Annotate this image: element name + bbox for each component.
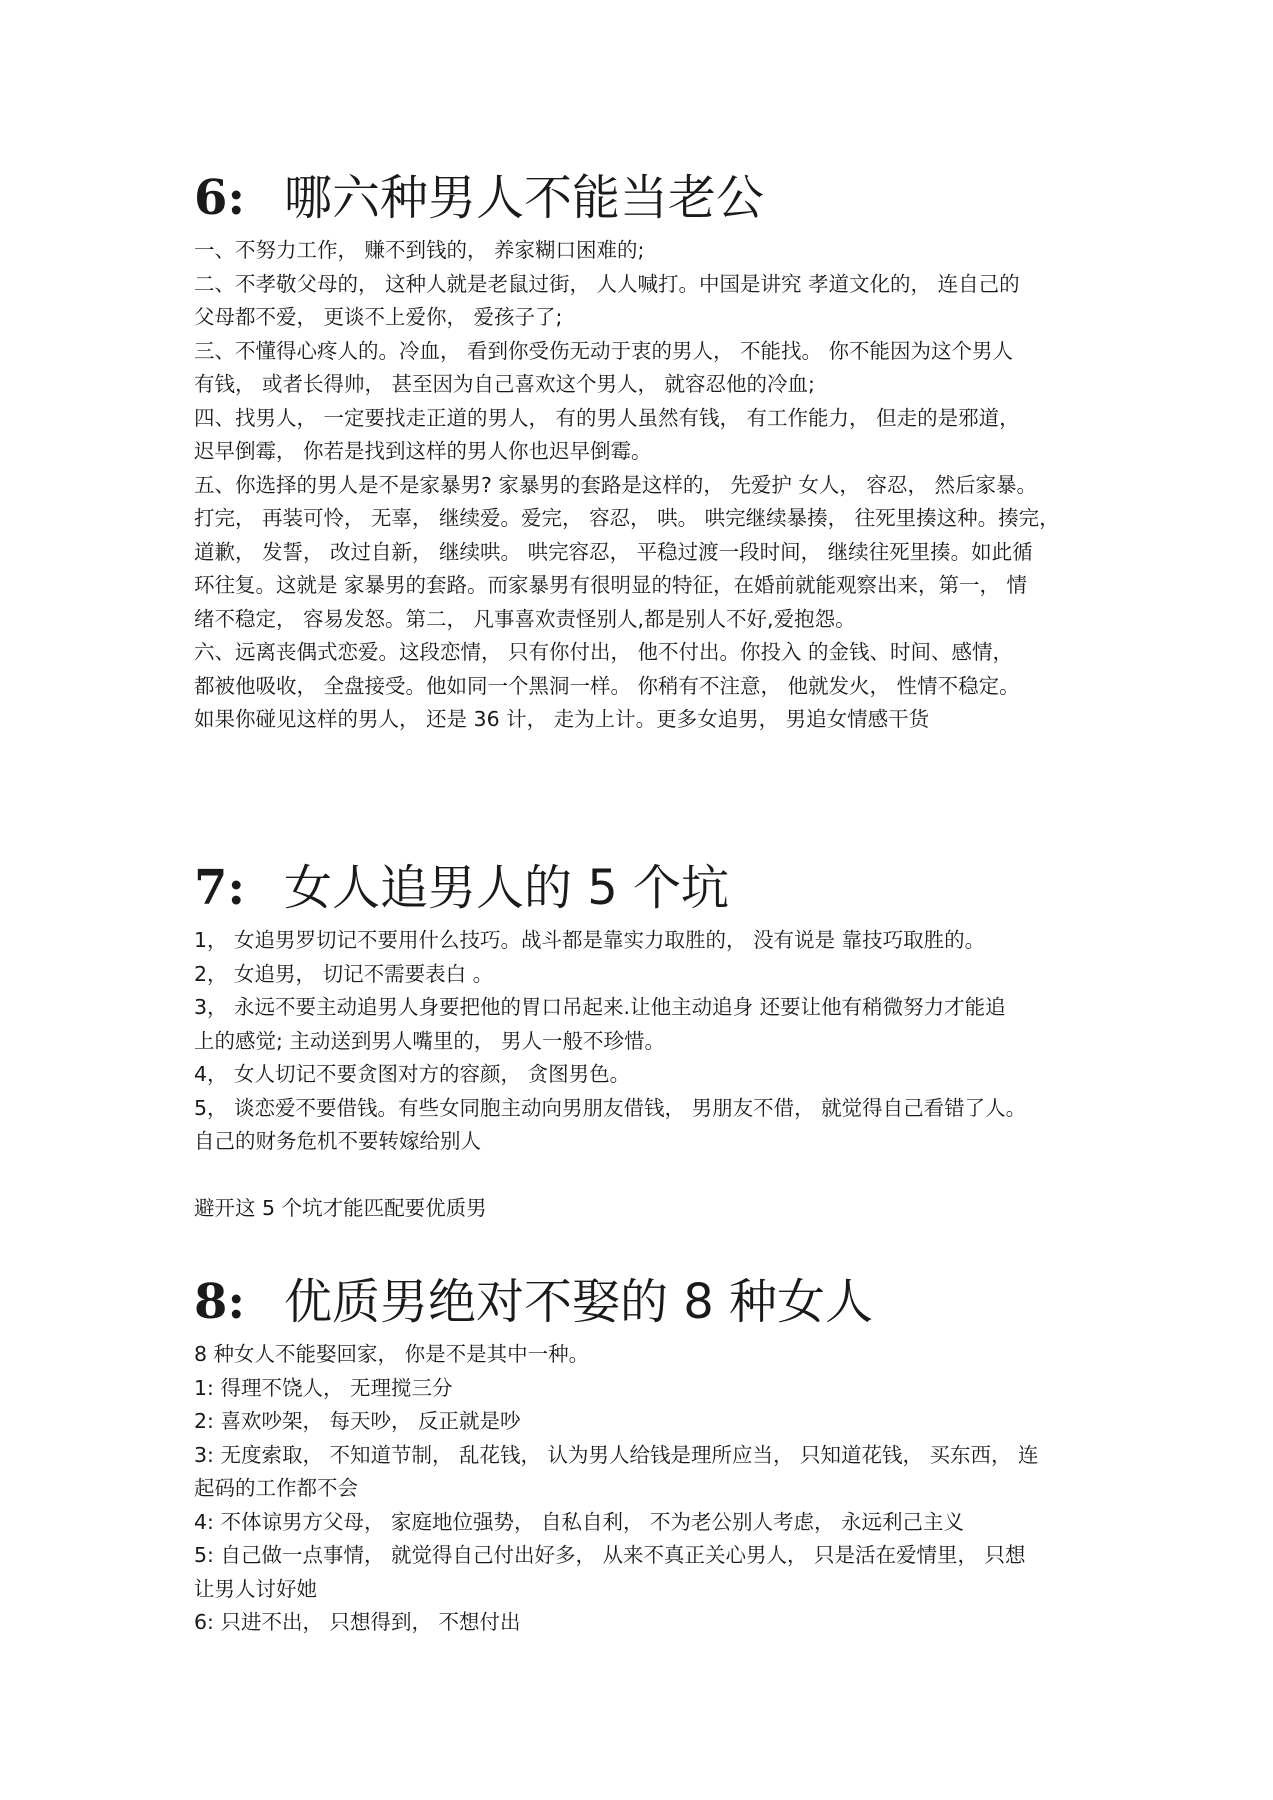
text-line: 5: 自己做一点事情， 就觉得自己付出好多， 从来不真正关心男人， 只是活在爱情里， 只想 <box>194 1543 1026 1567</box>
text-line: 6: 只进不出， 只想得到， 不想付出 <box>194 1610 521 1634</box>
section-heading <box>194 168 1094 228</box>
text-line: 四、找男人， 一定要找走正道的男人， 有的男人虽然有钱， 有工作能力， 但走的是邪道， <box>194 405 1020 430</box>
text-line: 三、不懂得心疼人的。冷血， 看到你受伤无动于衷的男人， 不能找。 你不能因为这个男人 <box>194 338 1014 363</box>
section-8 <box>194 1272 1094 1640</box>
section-title: 哪六种男人不能当老公 <box>284 170 765 226</box>
text-line: 绪不稳定， 容易发怒。第二， 凡事喜欢责怪别人,都是别人不好,爱抱怨。 <box>194 606 856 631</box>
section-number: 8: <box>194 1274 246 1330</box>
text-line: 5， 谈恋爱不要借钱。有些女同胞主动向男朋友借钱， 男朋友不借， 就觉得自己看错了人。 <box>194 1095 1027 1120</box>
closing-line: 避开这 5 个坑才能匹配要优质男 <box>194 1195 487 1220</box>
text-line: 一、不努力工作， 赚不到钱的， 养家糊口困难的; <box>194 238 645 262</box>
text-line: 让男人讨好她 <box>194 1576 317 1601</box>
text-line: 如果你碰见这样的男人， 还是 36 计， 走为上计。更多女追男， 男追女情感干货 <box>194 707 930 731</box>
text-line: 8 种女人不能娶回家， 你是不是其中一种。 <box>194 1342 590 1366</box>
text-line: 五、你选择的男人是不是家暴男? 家暴男的套路是这样的， 先爱护 女人， 容忍， 然后家暴。 <box>194 472 1037 497</box>
text-line: 3: 无度索取， 不知道节制， 乱花钱， 认为男人给钱是理所应当， 只知道花钱， 买东西， 连 <box>194 1442 1039 1467</box>
section-title: 女人追男人的 5 个坑 <box>284 860 730 916</box>
text-line: 3， 永远不要主动追男人身要把他的胃口吊起来.让他主动追身 还要让他有稍微努力才能追 <box>194 995 1006 1019</box>
text-line: 二、不孝敬父母的， 这种人就是老鼠过街， 人人喊打。中国是讲究 孝道文化的， 连自己的 <box>194 271 1020 296</box>
text-line: 1: 得理不饶人， 无理搅三分 <box>194 1375 453 1400</box>
text-line: 道歉， 发誓， 改过自新， 继续哄。 哄完容忍， 平稳过渡一段时间， 继续往死里揍。如此循 <box>194 539 1033 564</box>
text-line: 环往复。这就是 家暴男的套路。而家暴男有很明显的特征，在婚前就能观察出来，第一， 情 <box>194 573 1028 597</box>
text-line: 父母都不爱， 更谈不上爱你， 爱孩子了; <box>194 305 563 329</box>
text-line: 有钱， 或者长得帅， 甚至因为自己喜欢这个男人， 就容忍他的冷血; <box>194 372 815 396</box>
text-line: 六、远离丧偶式恋爱。这段恋情， 只有你付出， 他不付出。你投入 的金钱、时间、感情， <box>194 640 1014 664</box>
text-line: 自己的财务危机不要转嫁给别人 <box>194 1129 481 1153</box>
text-line: 2， 女追男， 切记不需要表白 。 <box>194 961 494 986</box>
text-line: 起码的工作都不会 <box>194 1476 358 1500</box>
section-number: 7: <box>194 860 246 916</box>
text-line: 1， 女追男罗切记不要用什么技巧。战斗都是靠实力取胜的， 没有说是 靠技巧取胜的。 <box>194 928 986 952</box>
text-line: 上的感觉; 主动送到男人嘴里的， 男人一般不珍惜。 <box>194 1028 665 1053</box>
text-line: 4: 不体谅男方父母， 家庭地位强势， 自私自利， 不为老公别人考虑， 永远利己主义 <box>194 1509 965 1534</box>
text-line: 都被他吸收， 全盘接受。他如同一个黑洞一样。 你稍有不注意， 他就发火， 性情不稳定。 <box>194 673 1020 698</box>
section-number: 6: <box>194 170 246 226</box>
section-6 <box>194 168 1094 737</box>
text-line: 打完， 再装可怜， 无辜， 继续爱。爱完， 容忍， 哄。 哄完继续暴揍， 往死里揍这种。揍完， <box>194 506 1060 530</box>
section-heading <box>194 1272 1094 1332</box>
text-line: 迟早倒霉， 你若是找到这样的男人你也迟早倒霉。 <box>194 439 652 463</box>
text-line: 4， 女人切记不要贪图对方的容颜， 贪图男色。 <box>194 1062 631 1086</box>
text-line: 2: 喜欢吵架， 每天吵， 反正就是吵 <box>194 1409 521 1433</box>
section-title: 优质男绝对不娶的 8 种女人 <box>284 1274 874 1330</box>
section-heading <box>194 858 1094 918</box>
spacer <box>194 1159 1094 1192</box>
section-7 <box>194 858 1094 1225</box>
